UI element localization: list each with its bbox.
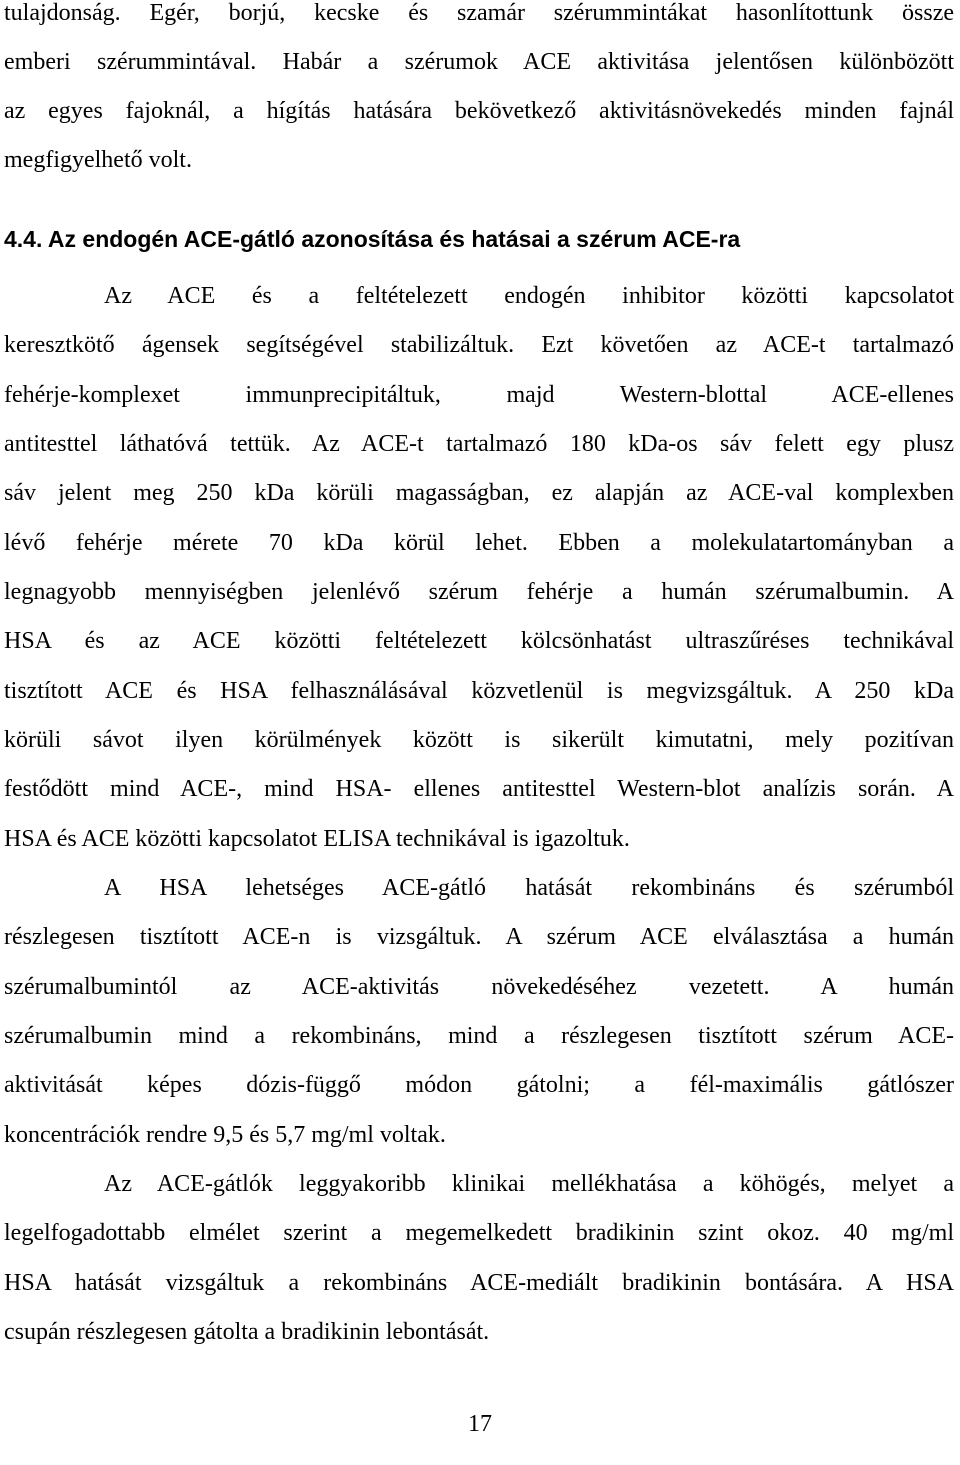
text-line: emberi szérummintával. Habár a szérumok ACE aktivitása jelentősen különbözött xyxy=(4,49,954,75)
text-line: legelfogadottabb elmélet szerint a megemelkedett bradikinin szint okoz. 40 mg/ml xyxy=(4,1220,954,1246)
text-line: A HSA lehetséges ACE-gátló hatását rekombináns és szérumból xyxy=(104,875,954,901)
text-line: fehérje-komplexet immunprecipitáltuk, majd Western-blottal ACE-ellenes xyxy=(4,382,954,408)
text-line: sáv jelent meg 250 kDa körüli magasságban, ez alapján az ACE-val komplexben xyxy=(4,480,954,506)
text-line: Az ACE és a feltételezett endogén inhibitor közötti kapcsolatot xyxy=(104,283,954,309)
text-line: Az ACE-gátlók leggyakoribb klinikai mellékhatása a köhögés, melyet a xyxy=(104,1171,954,1197)
text-line: az egyes fajoknál, a hígítás hatására bekövetkező aktivitásnövekedés minden fajnál xyxy=(4,98,954,124)
text-line: koncentrációk rendre 9,5 és 5,7 mg/ml voltak. xyxy=(4,1122,446,1148)
text-line: festődött mind ACE-, mind HSA- ellenes antitesttel Western-blot analízis során. A xyxy=(4,776,954,802)
text-line: HSA hatását vizsgáltuk a rekombináns ACE-mediált bradikinin bontására. A HSA xyxy=(4,1270,954,1296)
text-line: megfigyelhető volt. xyxy=(4,147,192,173)
text-line: részlegesen tisztított ACE-n is vizsgáltuk. A szérum ACE elválasztása a humán xyxy=(4,924,954,950)
text-line: tisztított ACE és HSA felhasználásával közvetlenül is megvizsgáltuk. A 250 kDa xyxy=(4,678,954,704)
text-line: szérumalbumintól az ACE-aktivitás növekedéséhez vezetett. A humán xyxy=(4,974,954,1000)
text-line: legnagyobb mennyiségben jelenlévő szérum fehérje a humán szérumalbumin. A xyxy=(4,579,954,605)
text-line: lévő fehérje mérete 70 kDa körül lehet. Ebben a molekulatartományban a xyxy=(4,530,954,556)
section-heading: 4.4. Az endogén ACE-gátló azonosítása és hatásai a szérum ACE-ra xyxy=(4,226,741,252)
text-line: HSA és az ACE közötti feltételezett kölcsönhatást ultraszűréses technikával xyxy=(4,628,954,654)
text-line: körüli sávot ilyen körülmények között is sikerült kimutatni, mely pozitívan xyxy=(4,727,954,753)
text-line: aktivitását képes dózis-függő módon gátolni; a fél-maximális gátlószer xyxy=(4,1072,954,1098)
text-line: csupán részlegesen gátolta a bradikinin lebontását. xyxy=(4,1319,490,1345)
page-number: 17 xyxy=(468,1411,492,1437)
text-line: antitesttel láthatóvá tettük. Az ACE-t tartalmazó 180 kDa-os sáv felett egy plusz xyxy=(4,431,954,457)
text-line: HSA és ACE közötti kapcsolatot ELISA technikával is igazoltuk. xyxy=(4,826,630,852)
text-line: keresztkötő ágensek segítségével stabilizáltuk. Ezt követően az ACE-t tartalmazó xyxy=(4,332,954,358)
text-line: tulajdonság. Egér, borjú, kecske és szamár szérummintákat hasonlítottunk össze xyxy=(4,0,954,26)
text-line: szérumalbumin mind a rekombináns, mind a részlegesen tisztított szérum ACE- xyxy=(4,1023,954,1049)
